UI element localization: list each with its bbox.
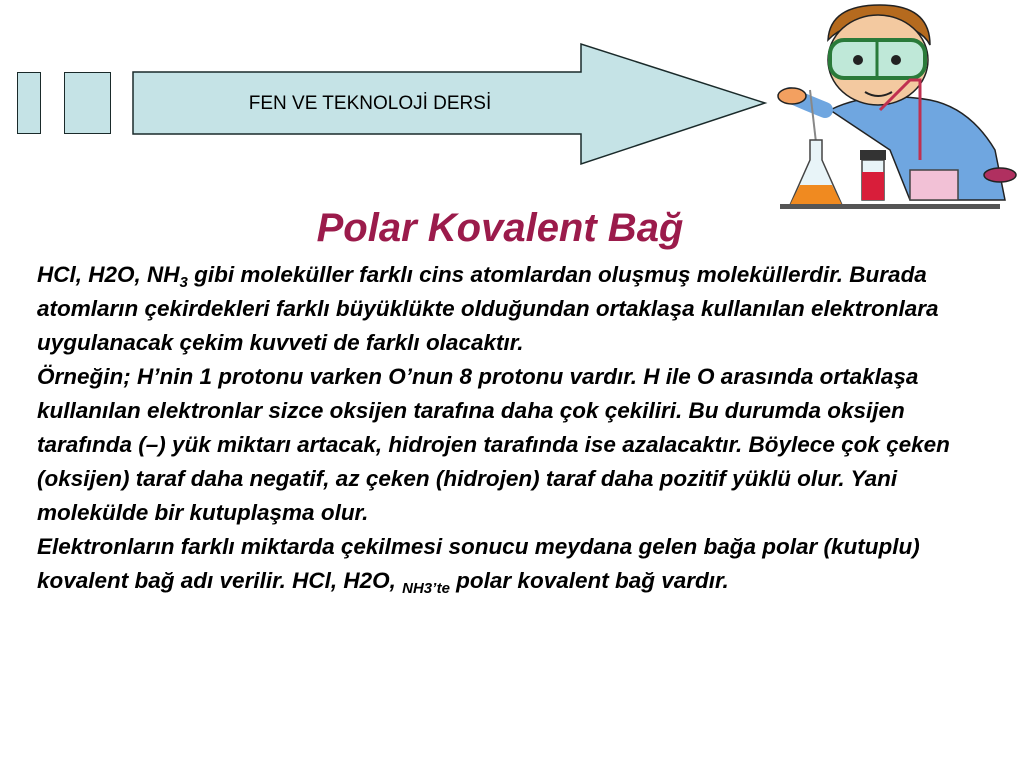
paragraph-1-subscript: 3 (179, 274, 188, 291)
slide-body (37, 258, 967, 694)
paragraph-3-text-a: Elektronların farklı miktarda çekilmesi sonucu meydana gelen bağa polar (kutuplu) kovalent bağ adı verilir. HCl, H2O, (37, 534, 920, 593)
paragraph-2: Örneğin; H’nin 1 protonu varken O’nun 8 protonu vardır. H ile O arasında ortaklaşa kullanılan elektronlar sizce oksijen tarafına daha çok çekiliri. Bu durumda oksijen tarafında (–) yük miktarı artacak, hidrojen tarafında ise azalacaktır. Böylece çok çeken (oksijen) taraf daha negatif, az çeken (hidrojen) taraf daha pozitif yüklü olur. Yani molekülde bir kutuplaşma olur. (37, 364, 950, 525)
scientist-with-lab-flasks-icon (770, 0, 1024, 215)
slide-heading: Polar Kovalent Bağ (316, 206, 684, 250)
banner-title: FEN VE TEKNOLOJİ DERSİ (248, 93, 492, 114)
paragraph-1-text-a: HCl, H2O, NH (37, 262, 180, 287)
paragraph-1 (37, 258, 967, 360)
paragraph-1-text-b: gibi moleküller farklı cins atomlardan oluşmuş moleküllerdir. Burada atomların çekirdekleri farklı büyüklükte olduğundan ortaklaşa kullanılan elektronlara uygulanacak çekim kuvveti de farklı olacaktır. (37, 262, 939, 355)
paragraph-3-text-b: polar kovalent bağ vardır. (449, 568, 729, 593)
paragraph-3-subscript: NH3’te (402, 580, 450, 597)
banner-arrow (0, 0, 780, 170)
paragraph-3 (37, 530, 967, 598)
